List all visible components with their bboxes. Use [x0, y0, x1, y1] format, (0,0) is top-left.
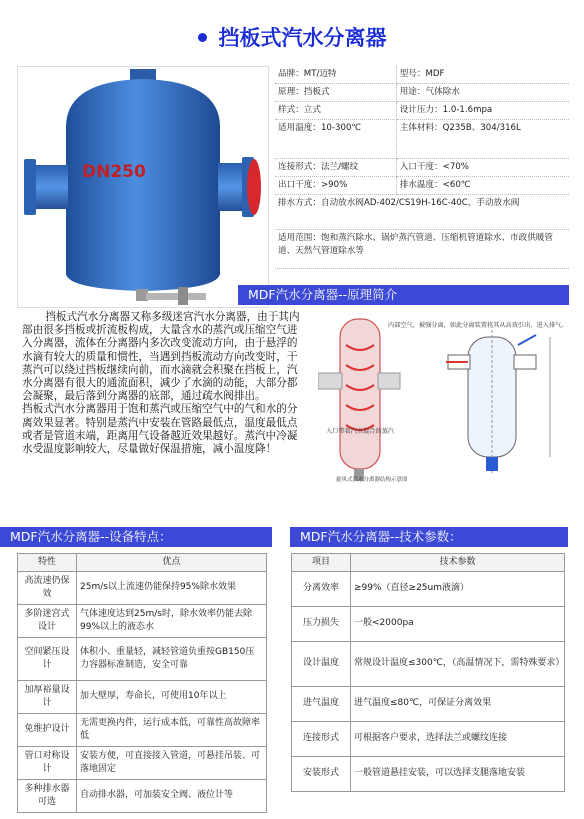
- spec-brand: 品牌：MT/迈特: [275, 66, 396, 84]
- bullet-icon: [198, 33, 207, 42]
- table-row: 设计温度 常规设计温度≤300℃，（高温情况下，需特殊要求）: [292, 641, 565, 686]
- diagram-graphic: [318, 315, 568, 485]
- diagram-caption: 旋风式汽水分离器结构示意图: [336, 477, 408, 483]
- table-row: 分离效率 ≥99%（直径≥25um液滴）: [292, 571, 565, 606]
- product-photo: [17, 66, 269, 308]
- section-params-bar: MDF汽水分离器--技术参数：: [290, 527, 568, 547]
- intro-text: [22, 311, 304, 456]
- spec-temperature: 适用温度：10-300℃: [275, 120, 396, 159]
- params-header: 技术参数: [351, 554, 565, 572]
- table-row: 加厚裕量设计 加大壁厚，寿命长，可使用10年以上: [18, 680, 267, 713]
- table-row: 多阶迷宫式设计 气体速度达到25m/s时，除水效率仍能去除99%以上的液态水: [18, 604, 267, 637]
- params-table: [291, 553, 565, 792]
- table-row: 高流速仍保效 25m/s以上流速仍能保持95%除水效果: [18, 571, 267, 604]
- spec-drain-temp: 排水温度：<60℃: [396, 177, 569, 195]
- spec-table: [275, 66, 569, 269]
- spec-model: 型号：MDF: [396, 66, 569, 84]
- table-row: 连接形式 可根据客户要求，选择法兰或螺纹连接: [292, 721, 565, 756]
- spec-drain-method: 排水方式：自动放水阀AD-402/CS19H-16C-40C，手动放水阀: [275, 195, 569, 230]
- spec-material: 主体材料：Q235B、304/316L: [396, 120, 569, 159]
- features-header: 优点: [77, 554, 267, 572]
- separator-illustration: [18, 67, 268, 307]
- table-row: 空间紧压设计 体积小、重量轻，减轻管道负重按GB150压力容器标准制造，安全可靠: [18, 637, 267, 680]
- table-row: 安装形式 一般管道悬挂安装，可以选择支腿落地安装: [292, 756, 565, 791]
- spec-connection: 连接形式：法兰/螺纹: [275, 159, 396, 177]
- intro-paragraph: 挡板式汽水分离器又称多级迷宫汽水分离器，由于其内部由很多挡板或折流板构成，大量含水的蒸汽或压缩空气进入分离器，流体在分离器内多次改变流动方向，由于悬浮的水滴有较大的质量和惯性，当遇到挡板流动方向改变时，干蒸汽可以绕过挡板继续向前，而水滴就会积聚在挡板上，汽水分离器有很大的通流面积，减少了水滴的动能，大部分都会凝聚，最后落到分离器的底部，通过疏水阀排出。: [22, 311, 300, 403]
- spec-style: 样式：立式: [275, 102, 396, 120]
- svg-text:内部空气，被强分离，如此分离装置将其从高效引出，进入排气。: [388, 321, 567, 329]
- params-header: 项目: [292, 554, 351, 572]
- nameplate-text: DN250: [82, 162, 146, 182]
- intro-paragraph: 挡板式汽水分离器用于饱和蒸汽或压缩空气中的气和水的分离效果显著。特别是蒸汽中安装在管路最低点，温度最低点或者是管道末端，距离用气设备越近效果越好。蒸汽中冷凝水受温度影响较大，尽量做好保温措施，减小温度降！: [22, 403, 298, 456]
- diagram-note2: 入口带着汽水混合的蒸汽: [326, 428, 395, 435]
- diagram-note1: 内部空气，被强分离，如此分离装置将其从高效引出，进入排气。: [388, 322, 568, 329]
- table-row: 管口对称设计 安装方便，可直接接入管道，可悬挂吊装、可落地固定: [18, 746, 267, 779]
- section-features-bar: MDF汽水分离器--设备特点：: [0, 527, 272, 547]
- features-header: 特性: [18, 554, 77, 572]
- features-table: [17, 553, 267, 813]
- structure-diagrams: [318, 315, 568, 485]
- page-title: 挡板式汽水分离器: [0, 22, 584, 52]
- spec-outlet-dryness: 出口干度：>90%: [275, 177, 396, 195]
- section-principle-bar: MDF汽水分离器--原理简介: [238, 285, 569, 305]
- table-row: 多种排水器可选 自动排水器，可加装安全阀、液位计等: [18, 779, 267, 812]
- spec-inlet-dryness: 入口干度：<70%: [396, 159, 569, 177]
- spec-pressure: 设计压力：1.0-1.6mpa: [396, 102, 569, 120]
- spec-application: 适用范围：饱和蒸汽除水、锅炉蒸汽管道、压缩机管道除水、市政供暖管道、天然气管道除水等: [275, 230, 569, 269]
- spec-principle: 原理：挡板式: [275, 84, 396, 102]
- spec-usage: 用途：气体除水: [396, 84, 569, 102]
- table-row: 进气温度 进气温度≤80℃，可保证分离效果: [292, 686, 565, 721]
- table-row: 免维护设计 无需更换内件，运行成本低，可靠性高故障率低: [18, 713, 267, 746]
- table-row: 压力损失 一般<2000pa: [292, 606, 565, 641]
